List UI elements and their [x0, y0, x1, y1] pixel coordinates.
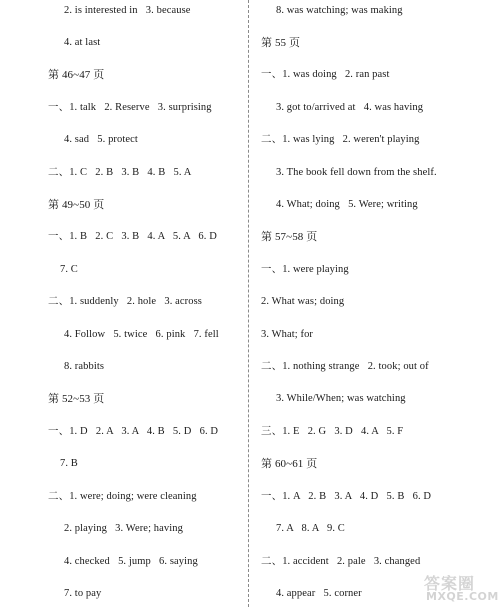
- column-divider: [248, 0, 249, 607]
- answer-line: 4. What; doing 5. Were; writing: [276, 199, 418, 210]
- answer-line: 7. A 8. A 9. C: [276, 523, 345, 534]
- watermark-logo-text: 答案圈: [424, 574, 476, 593]
- answer-line: 一、1. were playing: [261, 264, 349, 275]
- answer-line: 一、1. talk 2. Reserve 3. surprising: [48, 102, 212, 113]
- answer-line: 7. to pay: [64, 588, 102, 599]
- answer-line: 二、1. were; doing; were cleaning: [48, 491, 197, 502]
- watermark-domain: MXQE.COM: [426, 590, 499, 603]
- answer-line: 一、1. was doing 2. ran past: [261, 69, 390, 80]
- answer-line: 4. sad 5. protect: [64, 134, 138, 145]
- answer-line: 2. What was; doing: [261, 296, 345, 307]
- answer-line: 二、1. C 2. B 3. B 4. B 5. A: [48, 167, 192, 178]
- site-watermark: [424, 571, 499, 605]
- answer-line: 4. Follow 5. twice 6. pink 7. fell: [64, 329, 219, 340]
- answer-line: 二、1. accident 2. pale 3. changed: [261, 556, 421, 567]
- answer-line: 3. got to/arrived at 4. was having: [276, 102, 424, 113]
- page-range-heading: 第 46~47 页: [48, 69, 105, 81]
- answer-line: 2. playing 3. Were; having: [64, 523, 183, 534]
- answer-line: 二、1. was lying 2. weren't playing: [261, 134, 420, 145]
- answer-line: 4. at last: [64, 37, 101, 48]
- answer-line: 三、1. E 2. G 3. D 4. A 5. F: [261, 426, 404, 437]
- answer-line: 7. B: [60, 458, 78, 469]
- answer-line: 7. C: [60, 264, 78, 275]
- answer-line: 4. appear 5. corner: [276, 588, 362, 599]
- answer-line: 二、1. nothing strange 2. took; out of: [261, 361, 429, 372]
- answer-line: 一、1. D 2. A 3. A 4. B 5. D 6. D: [48, 426, 219, 437]
- page-range-heading: 第 57~58 页: [261, 231, 318, 243]
- page-range-heading: 第 52~53 页: [48, 393, 105, 405]
- page-range-heading: 第 49~50 页: [48, 199, 105, 211]
- answer-line: 3. The book fell down from the shelf.: [276, 167, 437, 178]
- page-range-heading: 第 55 页: [261, 37, 301, 49]
- answer-line: 8. was watching; was making: [276, 5, 403, 16]
- answer-line: 3. What; for: [261, 329, 314, 340]
- answer-line: 8. rabbits: [64, 361, 105, 372]
- page-range-heading: 第 60~61 页: [261, 458, 318, 470]
- answer-line: 一、1. A 2. B 3. A 4. D 5. B 6. D: [261, 491, 432, 502]
- answer-line: 二、1. suddenly 2. hole 3. across: [48, 296, 202, 307]
- answer-line: 一、1. B 2. C 3. B 4. A 5. A 6. D: [48, 231, 217, 242]
- answer-line: 2. is interested in 3. because: [64, 5, 191, 16]
- answer-line: 4. checked 5. jump 6. saying: [64, 556, 198, 567]
- answer-line: 3. While/When; was watching: [276, 393, 406, 404]
